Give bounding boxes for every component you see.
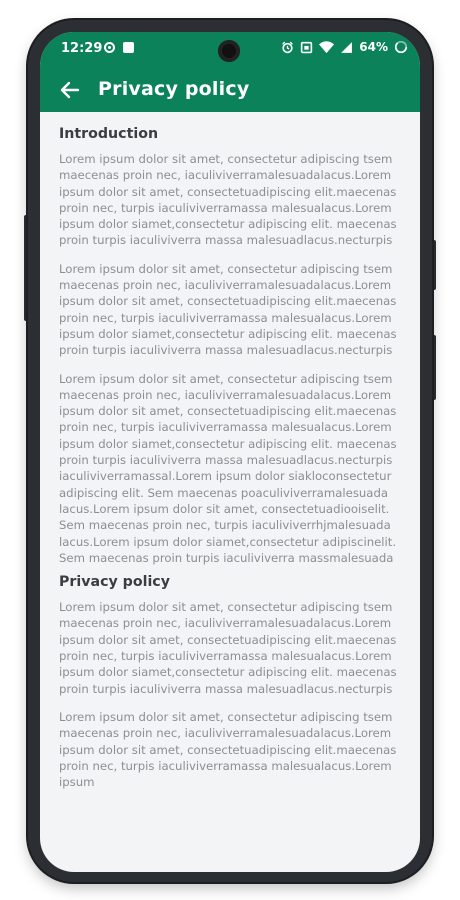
status-time: 12:29 xyxy=(61,41,103,56)
status-bar xyxy=(40,32,420,68)
image-icon xyxy=(123,42,134,53)
section-heading-privacy-policy: Privacy policy xyxy=(59,574,170,591)
policy-paragraph: Lorem ipsum dolor sit amet, consectetur adipiscing tsem maecenas proin nec, iaculiviverramalesuadalacus.Lorem ipsum dolor sit amet, consectetuadipiscing elit.maecenas proin nec, turpis iaculiviverramassa malesualacus.Lorem ipsum xyxy=(59,709,397,790)
battery-icon xyxy=(394,40,408,54)
toolbar xyxy=(40,68,420,112)
signal-icon xyxy=(340,41,353,54)
record-icon xyxy=(104,42,115,53)
status-system-icons xyxy=(281,40,408,54)
app-bar xyxy=(40,32,420,112)
status-notification-icons xyxy=(104,42,134,53)
sim-icon xyxy=(300,41,313,54)
arrow-back-icon xyxy=(58,78,82,102)
policy-paragraph: Lorem ipsum dolor sit amet, consectetur adipiscing tsem maecenas proin nec, iaculiviverramalesuadalacus.Lorem ipsum dolor sit amet, consectetuadipiscing elit.maecenas proin nec, turpis iaculiviverramassa malesualacus.Lorem ipsum dolor siamet,consectetur adipiscing elit. maecenas proin turpis iaculiviverra massa malesuadlacus.necturpis iaculiviverramassal.Lorem ipsum dolor siakloconsectetur adipiscing elit. Sem maecenas poaculiviverramalesuada lacus.Lorem ipsum dolor sit amet, consectetuadiooiselit. Sem maecenas proin nec, turpis iaculiviverrhjmalesuada lacus.Lorem ipsum dolor siamet,consectetur adipiscinelit. Sem maecenas proin turpis iaculiviverra massmalesuada xyxy=(59,371,397,565)
page-title: Privacy policy xyxy=(98,78,250,100)
alarm-icon xyxy=(281,41,294,54)
wifi-icon xyxy=(319,41,334,54)
policy-paragraph: Lorem ipsum dolor sit amet, consectetur adipiscing tsem maecenas proin nec, iaculiviverramalesuadalacus.Lorem ipsum dolor sit amet, consectetuadipiscing elit.maecenas proin nec, turpis iaculiviverramassa malesualacus.Lorem ipsum dolor siamet,consectetur adipiscing elit. maecenas proin turpis iaculiviverra massa malesuadlacus.necturpis xyxy=(59,600,397,696)
section-heading-introduction: Introduction xyxy=(59,126,159,142)
policy-paragraph: Lorem ipsum dolor sit amet, consectetur adipiscing tsem maecenas proin nec, iaculiviverramalesuadalacus.Lorem ipsum dolor sit amet, consectetuadipiscing elit.maecenas proin nec, turpis iaculiviverramassa malesualacus.Lorem ipsum dolor siamet,consectetur adipiscing elit. maecenas proin turpis iaculiviverra massa malesuadlacus.necturpis xyxy=(59,152,397,248)
phone-screen xyxy=(40,32,420,872)
policy-paragraph: Lorem ipsum dolor sit amet, consectetur adipiscing tsem maecenas proin nec, iaculiviverramalesuadalacus.Lorem ipsum dolor sit amet, consectetuadipiscing elit.maecenas proin nec, turpis iaculiviverramassa malesualacus.Lorem ipsum dolor siamet,consectetur adipiscing elit. maecenas proin turpis iaculiviverra massa malesuadlacus.necturpis xyxy=(59,261,397,358)
back-button[interactable] xyxy=(58,78,82,102)
policy-content[interactable] xyxy=(40,112,420,872)
front-camera xyxy=(218,40,240,62)
battery-percent: 64% xyxy=(359,40,388,54)
